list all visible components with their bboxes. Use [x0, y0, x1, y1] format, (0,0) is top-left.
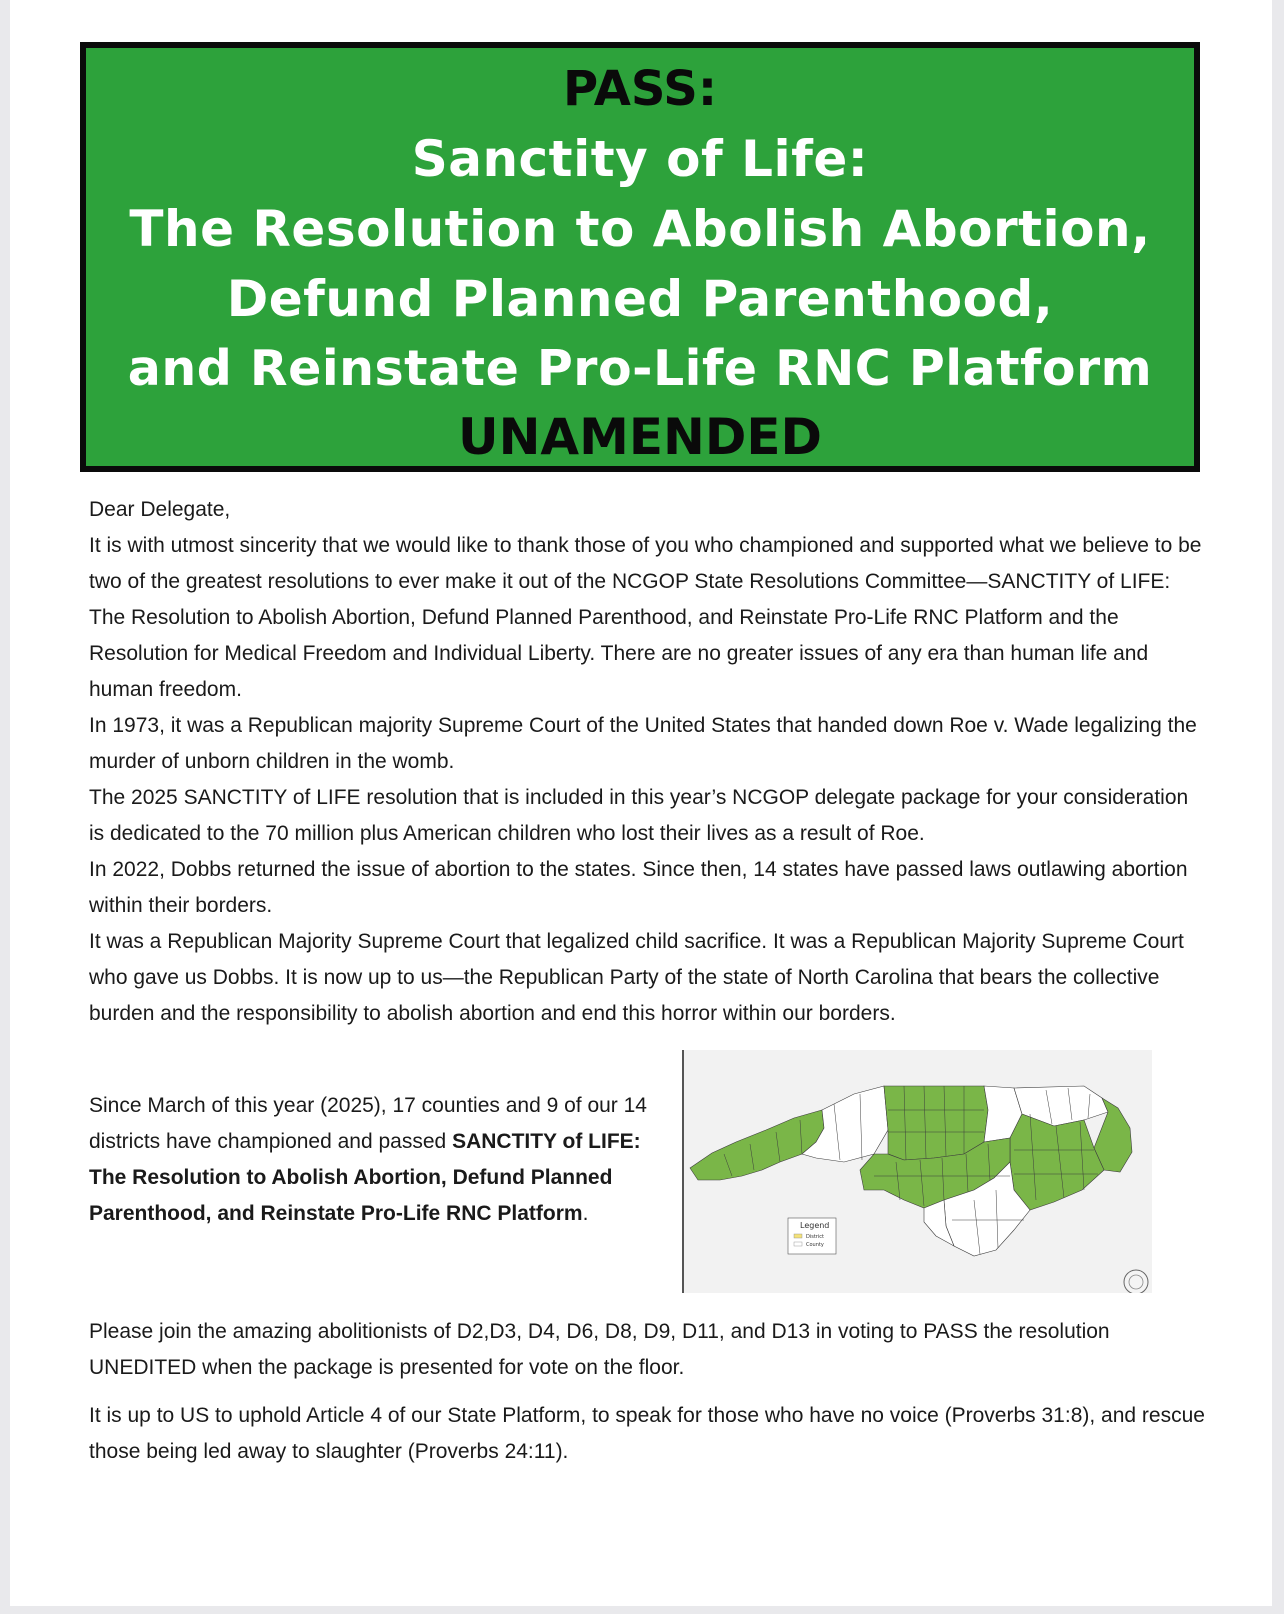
legend-label-county: County [806, 1242, 824, 1248]
nc-county-map [682, 1050, 1152, 1293]
banner-status-label: UNAMENDED [457, 408, 823, 466]
legend-swatch-county [794, 1242, 802, 1246]
paragraph: Please join the amazing abolitionists of D2,D3, D4, D6, D8, D9, D11, and D13 in voting to PASS the resolution UNEDITED when the package is presented for vote on the floor. [89, 1320, 1110, 1379]
legend-label-district: District [806, 1234, 824, 1240]
state-seal-icon [1124, 1270, 1148, 1293]
nc-map-svg [684, 1050, 1152, 1293]
letter-body [89, 492, 1209, 1032]
paragraph: The 2025 SANCTITY of LIFE resolution that is included in this year’s NCGOP delegate package for your consideration is dedicated to the 70 million plus American children who lost their lives as a result of Roe. [89, 786, 1189, 845]
map-region-west [690, 1110, 824, 1180]
paragraph: It is up to US to uphold Article 4 of our State Platform, to speak for those who have no voice (Proverbs 31:8), and rescue those being led away to slaughter (Proverbs 24:11). [89, 1404, 1205, 1463]
banner-title-line: The Resolution to Abolish Abortion, [129, 200, 1151, 258]
paragraph-text: Since March of this year (2025), 17 counties and 9 of our 14 districts have championed and passed [89, 1094, 647, 1153]
map-region-east [1010, 1114, 1104, 1210]
paragraph: In 1973, it was a Republican majority Supreme Court of the United States that handed down Roe v. Wade legalizing the murder of unborn children in the womb. [89, 714, 1197, 773]
banner-pass-label: PASS: [562, 61, 718, 117]
legend-swatch-district [794, 1234, 802, 1238]
document-page [10, 0, 1272, 1606]
paragraph: In 2022, Dobbs returned the issue of abortion to the states. Since then, 14 states have passed laws outlawing abortion within their borders. [89, 858, 1188, 917]
banner-title-line: and Reinstate Pro-Life RNC Platform [127, 340, 1153, 397]
paragraph: It is with utmost sincerity that we would like to thank those of you who championed and supported what we believe to be two of the greatest resolutions to ever make it out of the NCGOP State Resolutions Committee—SANCTITY of LIFE: The Resolution to Abolish Abortion, Defund Planned Parenthood, and Reinstate Pro-Life RNC Platform and the Resolution for Medical Freedom and Individual Liberty. There are no greater issues of any era than human life and human freedom. [89, 534, 1202, 701]
map-legend-title: Legend [800, 1221, 830, 1230]
headline-banner [80, 42, 1200, 472]
closing-paragraphs [89, 1314, 1209, 1482]
resolution-name: SANCTITY of LIFE: The Resolution to Abolish Abortion, Defund Planned Parenthood, and Reinstate Pro-Life RNC Platform [89, 1130, 641, 1225]
paragraph-end: . [582, 1202, 589, 1225]
banner-title-line: Defund Planned Parenthood, [226, 270, 1054, 328]
salutation: Dear Delegate, [89, 498, 231, 521]
banner-title-line: Sanctity of Life: [411, 130, 869, 188]
paragraph: It was a Republican Majority Supreme Court that legalized child sacrifice. It was a Republican Majority Supreme Court who gave us Dobbs. It is now up to us—the Republican Party of the state of North Carolina that bears the collective burden and the responsibility to abolish abortion and end this horror within our borders. [89, 930, 1184, 1025]
counties-paragraph [89, 1088, 674, 1232]
